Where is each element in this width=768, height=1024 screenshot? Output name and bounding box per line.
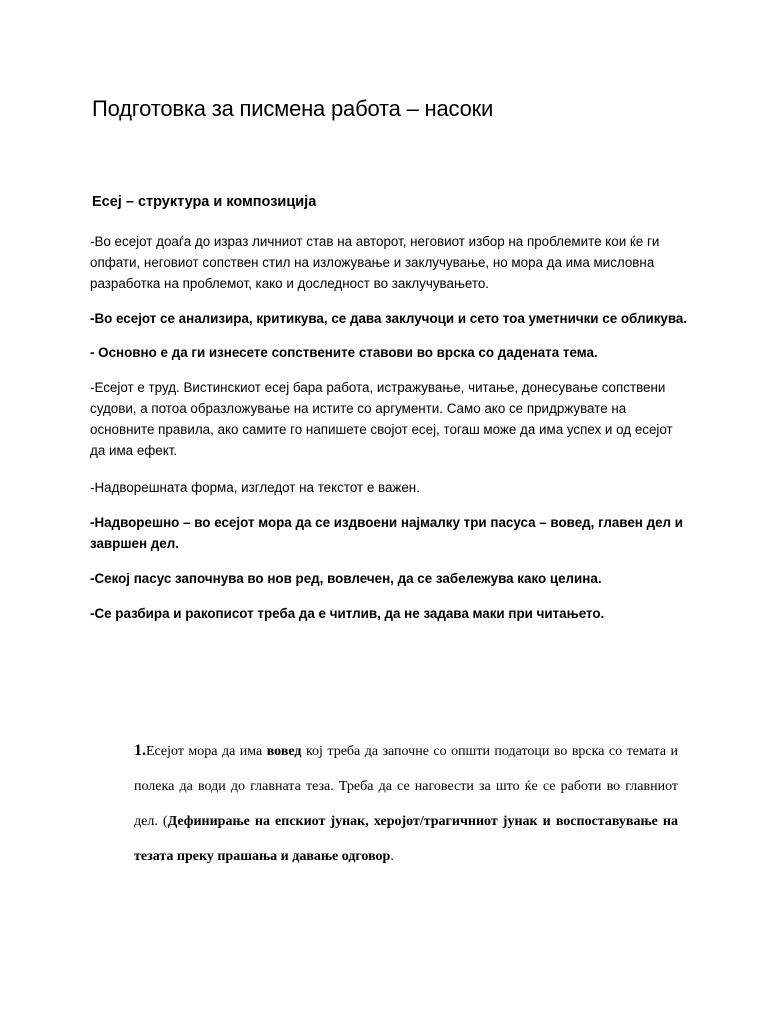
section-keyword: вовед (266, 744, 302, 759)
paragraph-essay-work: -Есејот е труд. Вистинскиот есеј бара работа, истражување, читање, донесување сопствени судови, а потоа образложување на истите со аргументи. Само ако се придржувате на основните правила, ако самите го напишете својот есеј, тогаш може да има успех и од есејот да има ефект. (90, 380, 673, 458)
section-text-part: кој треба да започне со општи податоци во врска со темата и полека да води до главната теза. Треба да се наговести за што ќе се работи во главниот дел. ( (134, 744, 678, 829)
section-number: 1. (134, 742, 146, 759)
paragraph-intro: -Во есејот доаѓа до израз личниот став на авторот, неговиот избор на проблемите кои ќе ги опфати, неговиот сопствен стил на изложување и заклучување, но мора да има мисловна разработка на проблемот, како и доследност во заклучувањето. (90, 234, 660, 291)
paragraph-own-views: - Основно е да ги изнесете сопствените ставови во врска со дадената тема. (90, 345, 598, 360)
paragraph-three-parts: -Надворешно – во есејот мора да се издвоени најмалку три пасуса – вовед, главен дел и завршен дел. (90, 515, 683, 551)
section-heading: Есеј – структура и композиција (92, 194, 317, 210)
section-text-part: Есејот мора да има (146, 744, 267, 759)
section-1-introduction (134, 733, 678, 874)
paragraph-new-line: -Секој пасус започнува во нов ред, вовлечен, да се забележува како целина. (90, 571, 602, 586)
section-text-part: . (390, 849, 394, 864)
paragraph-outer-form: -Надворешната форма, изгледот на текстот е важен. (90, 480, 420, 495)
paragraph-handwriting: -Се разбира и ракописот треба да е читлив, да не задава маки при читањето. (90, 606, 605, 621)
document-title: Подготовка за писмена работа – насоки (92, 96, 494, 121)
section-emphasis: Дефинирање на епскиот јунак, херојот/трагичниот јунак и воспоставување на тезата преку прашања и давање одговор (134, 814, 678, 864)
paragraph-analysis: -Во есејот се анализира, критикува, се дава заклучоци и сето тоа уметнички се обликува. (90, 311, 688, 326)
